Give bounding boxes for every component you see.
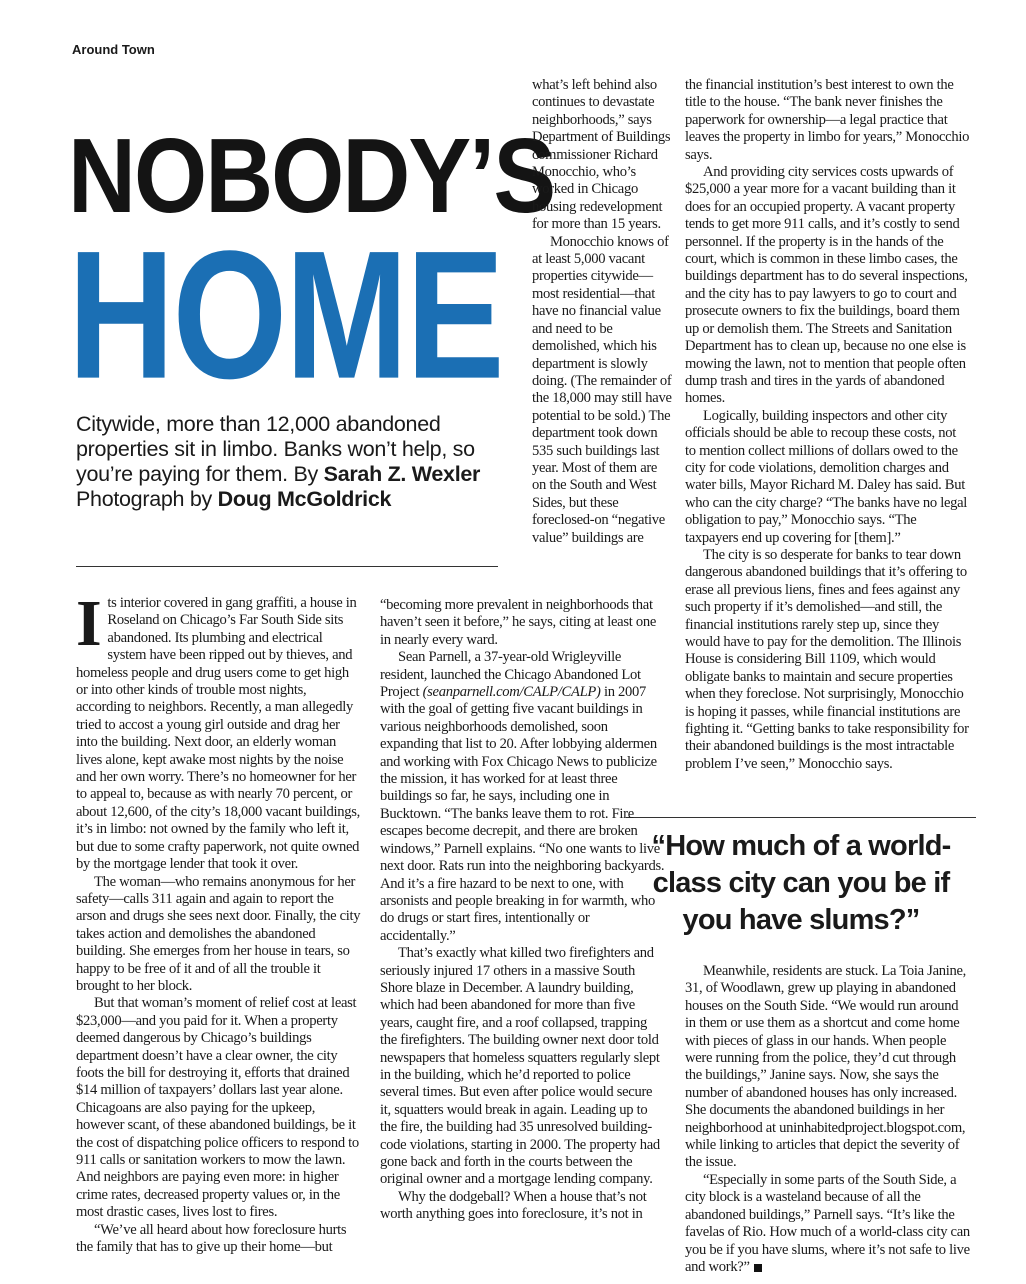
- photo-credit-label: Photograph by: [76, 487, 212, 511]
- paragraph: ts interior covered in gang graffiti, a house in Roseland on Chicago’s Far South Side sits abandoned. Its plumbing and electrical system have been ripped out by thieves, and homeless people and drug users come to get high or into other kinds of trouble most nights, according to neighbors. Recently, a man allegedly tried to accost a young girl outside and drag her into the building. Next door, an elderly woman lives alone, kept awake most nights by the noise and her own worry. There’s no homeowner for her to appeal to, because as with nearly 70 percent, or about 12,600, of the city’s 18,000 vacant buildings, it’s in limbo: not owned by the family who left it, but due to some crafty paperwork, not quite owned by the mortgage lender that took it over.: [76, 595, 360, 873]
- paragraph: Logically, building inspectors and other city officials should be able to recoup these costs, not to mention collect millions of dollars owed to the city for code violations, demolition charges and water bills, Mayor Richard M. Daley has said. But who can the city charge? “The banks have no legal obligation to pay,” Monocchio says. “The taxpayers end up covering for [them].”: [685, 407, 968, 546]
- author-name: Sarah Z. Wexler: [323, 462, 481, 486]
- deck-text: Citywide, more than 12,000 abandoned properties sit in limbo. Banks won’t help, so you’re paying for them.: [76, 412, 475, 486]
- paragraph: Monocchio knows of at least 5,000 vacant properties citywide—most residential—that have no financial value and need to be demolished, which his department is slowly doing. (The remainder of the 18,000 may still have potential to be sold.) The department took down 535 such buildings last year. Most of them are on the South and West Sides, but these foreclosed-on “negative value” buildings are: [532, 233, 672, 546]
- paragraph: But that woman’s moment of relief cost at least $23,000—and you paid for it. When a property deemed dangerous by Chicago’s buildings department doesn’t have a clear owner, the city foots the bill for destroying it, efforts that drained $14 million of taxpayers’ dollars last year alone. Chicagoans are also paying for the upkeep, however scant, of these abandoned buildings, be it the cost of dispatching police officers to respond to 911 calls or sanitation workers to mow the lawn. And neighbors are paying even more: in higher crime rates, decreased property values or, in the most drastic cases, lives lost to fires.: [76, 995, 359, 1221]
- paragraph-end: in 2007 with the goal of getting five vacant buildings in various neighborhoods demolished, soon expanding that list to 20. After lobbying aldermen and working with Fox Chicago News to publicize the mission, it has worked for at least three buildings so far, he says, including one in Bucktown. “The banks leave them to rot. Fire escapes become decrepit, and there are broken windows,” Parnell explains. “No one wants to live next door. Rats run into the neighboring backyards. And it’s a fire hazard to be next to one, with arsonists and people breaking in for warmth, who do drugs or start fires, intentionally or accidentally.”: [380, 684, 665, 944]
- article-column-2-top: [532, 77, 672, 547]
- paragraph-start: Sean Parnell, a 37-year-old Wrigleyville resident, launched the Chicago Abandoned Lot Project: [380, 649, 641, 701]
- paragraph: the financial institution’s best interest to own the title to the house. “The bank never finishes the paperwork for ownership—a legal practice that leaves the property in limbo for years,” Monocchio says.: [685, 77, 970, 163]
- drop-cap: I: [76, 587, 102, 660]
- pull-quote: “How much of a world-class city can you be if you have slums?”: [651, 830, 951, 936]
- paragraph: “Especially in some parts of the South Side, a city block is a wasteland because of all the abandoned buildings,” Parnell says. “It’s like the favelas of Rio. How much of a world-class city can you be if you have slums, where it’s not safe to live and work?”: [685, 1171, 970, 1275]
- project-url: (seanparnell.com/CALP/CALP): [422, 684, 601, 701]
- pullquote-divider: [626, 817, 976, 818]
- headline-line-1: NOBODY’S: [68, 117, 555, 236]
- paragraph: And providing city services costs upwards of $25,000 a year more for a vacant building than it does for an occupied property. A vacant property tends to get more 911 calls, and it’s costly to send personnel. If the property is in the hands of the court, which is common in these limbo cases, the buildings department has to do several inspections, and the city has to pay lawyers to go to court and prosecute owners to fix the buildings, board them up or demolish them. The Streets and Sanitation Department has to clean up, because no one else is mowing the lawn, not to mention that people often dump trash and tires in the yards of abandoned homes.: [685, 164, 968, 407]
- byline-label: By: [293, 462, 318, 486]
- paragraph: Meanwhile, residents are stuck. La Toia Janine, 31, of Woodlawn, grew up playing in abandoned houses on the South Side. “We would run around in them or use them as a shortcut and come home with pieces of glass in our hands. When people were running from the police, they’d cut through the buildings,” Janine says. Now, she says the number of abandoned houses has only increased. She documents the abandoned buildings in her neighborhood at uninhabitedproject.blogspot.com, while linking to articles that depict the severity of the issue.: [685, 963, 967, 1171]
- deck: [76, 412, 506, 512]
- article-column-3-bottom: [685, 963, 970, 1276]
- section-label: Around Town: [72, 42, 155, 57]
- paragraph: The woman—who remains anonymous for her safety—calls 311 again and again to report the arson and drugs she sees next door. Finally, the city takes action and demolishes the abandoned building. She emerges from her house in tears, so happy to be free of it and of all the trouble it brought to her block.: [76, 873, 361, 994]
- article-column-1: [76, 587, 363, 1256]
- paragraph: what’s left behind also continues to devastate neighborhoods,” says Department of Buildings commissioner Richard Monocchio, who’s worked in Chicago housing redevelopment for more than 15 years.: [532, 77, 671, 233]
- headline-line-2: HOME: [68, 213, 503, 418]
- paragraph: The city is so desperate for banks to tear down dangerous abandoned buildings that it’s offering to erase all previous liens, fines and fees against any such property if it’s demolished—and still, the financial institutions rarely step up, since they would have to pay for the demolition. The Illinois House is considering Bill 1109, which would obligate banks to maintain and secure properties when they foreclose. Not surprisingly, Monocchio is hoping it passes, while financial institutions are fighting it. “Getting banks to take responsibility for their abandoned buildings is the most intractable problem I’ve seen,” Monocchio says.: [685, 546, 969, 772]
- paragraph: “becoming more prevalent in neighborhoods that haven’t seen it before,” he says, citing at least one in nearly every ward.: [380, 597, 657, 648]
- article-column-3-top: [685, 77, 970, 773]
- paragraph: That’s exactly what killed two firefighters and seriously injured 17 others in a massive South Shore blaze in December. A laundry building, which had been abandoned for more than five years, caught fire, and a roof collapsed, trapping the firefighters. The building owner next door told newspapers that homeless squatters regularly slept in the building, which he’d reported to police several times. But even after police would secure it, squatters would break in again. Leading up to the fire, the building had 35 unresolved building-code violations, starting in 2000. The property had gone back and forth in the courts between the original owner and a mortgage lending company.: [380, 945, 660, 1188]
- article-column-2-bottom: [380, 597, 665, 1224]
- paragraph: Why the dodgeball? When a house that’s not worth anything goes into foreclosure, it’s not in: [380, 1188, 647, 1223]
- end-mark-icon: [754, 1264, 762, 1272]
- photographer-name: Doug McGoldrick: [217, 487, 392, 511]
- deck-divider: [76, 566, 498, 567]
- paragraph: “We’ve all heard about how foreclosure hurts the family that has to give up their home—but: [76, 1221, 347, 1256]
